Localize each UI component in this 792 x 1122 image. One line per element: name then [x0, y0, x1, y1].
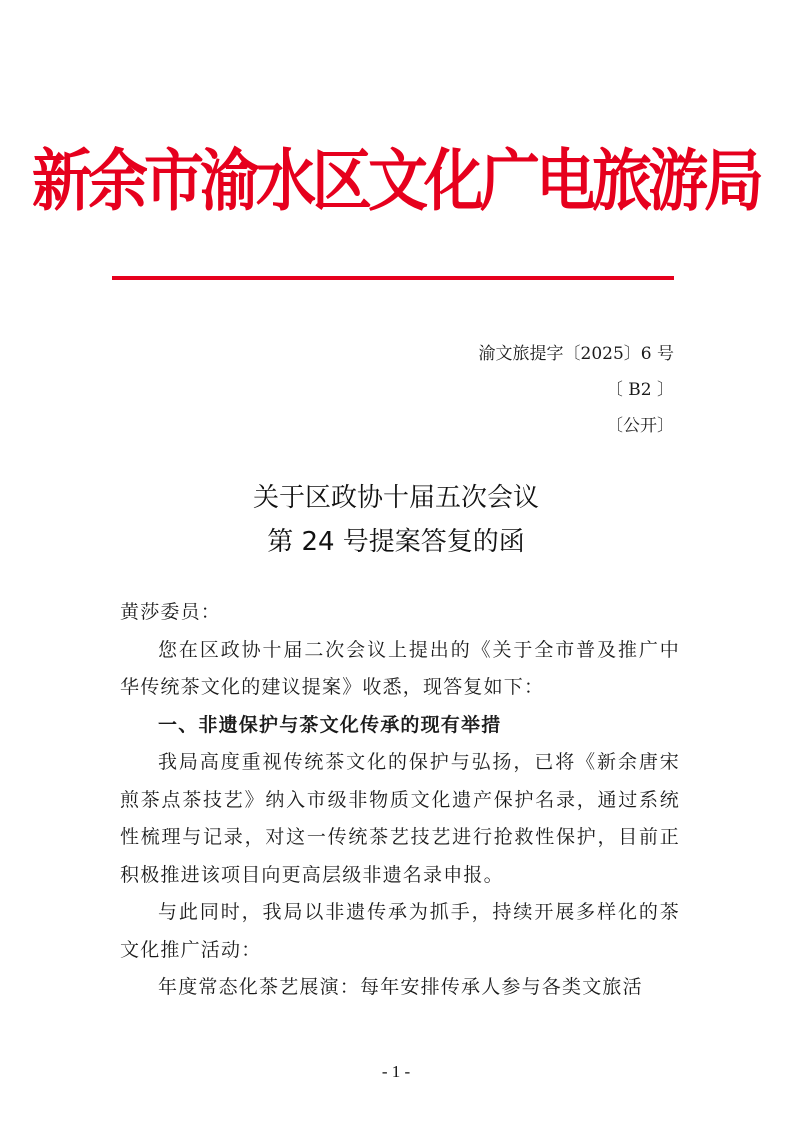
letterhead-org-name: 新余市渝水区文化广电旅游局 [32, 142, 760, 221]
paragraph-annual-show: 年度常态化茶艺展演：每年安排传承人参与各类文旅活 [158, 976, 643, 998]
doc-disclosure: 〔公开〕 [606, 416, 674, 436]
section-heading-1: 一、非遗保护与茶文化传承的现有举措 [158, 713, 502, 736]
doc-number: 渝文旅提字〔2025〕6 号 [478, 344, 674, 364]
title-line-2: 第 24 号提案答复的函 [267, 527, 525, 557]
paragraph-heritage: 我局高度重视传统茶文化的保护与弘扬，已将《新余唐宋煎茶点茶技艺》纳入市级非物质文化遗产保护名录，通过系统性梳理与记录，对这一传统茶艺技艺进行抢救性保护，目前正积极推进该项目向更高层级非遗名录申报。 [120, 751, 680, 886]
letterhead-red-rule [112, 276, 674, 280]
title-line-1: 关于区政协十届五次会议 [252, 483, 539, 513]
page-number: - 1 - [381, 1062, 411, 1081]
letter-body [120, 594, 680, 1007]
paragraph-intro: 您在区政协十届二次会议上提出的《关于全市普及推广中华传统茶文化的建议提案》收悉，现答复如下： [120, 638, 680, 698]
paragraph-promotion: 与此同时，我局以非遗传承为抓手，持续开展多样化的茶文化推广活动： [120, 901, 680, 961]
salutation: 黄莎委员： [120, 601, 222, 623]
document-meta [479, 336, 674, 444]
document-title [0, 476, 792, 564]
doc-category: 〔 B2 〕 [605, 380, 674, 400]
